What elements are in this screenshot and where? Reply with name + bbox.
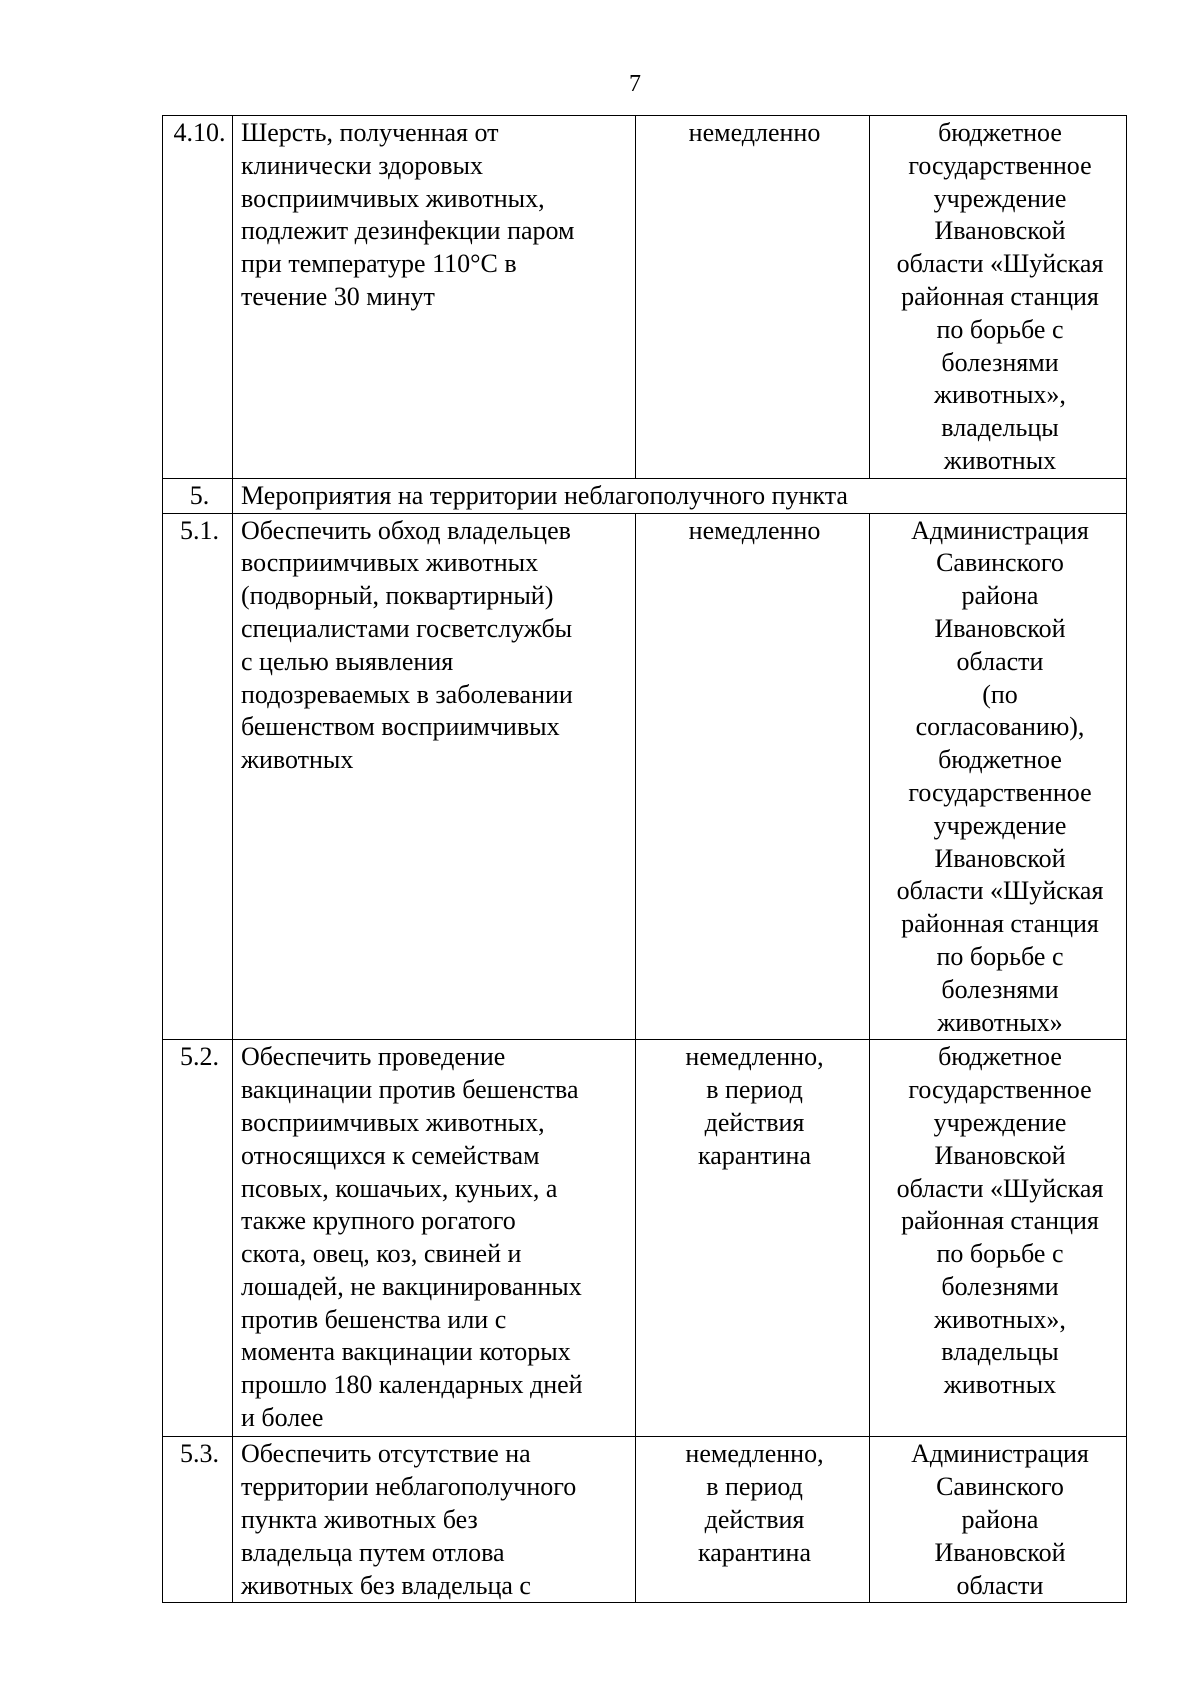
measures-table [162, 115, 1127, 1603]
responsible-text: бюджетное государственное учреждение Ивановской области «Шуйская районная станция по борьбе с болезнями животных», владельцы животных [870, 116, 1127, 479]
deadline-text: немедленно, в период действия карантина [636, 1437, 870, 1603]
action-text: Шерсть, полученная от клинически здоровых восприимчивых животных, подлежит дезинфекции паром при температуре 110°С в течение 30 минут [233, 116, 636, 479]
action-text: Обеспечить обход владельцев восприимчивых животных (подворный, поквартирный) специалистами госветслужбы с целью выявления подозреваемых в заболевании бешенством восприимчивых животных [233, 513, 636, 1040]
table-row [163, 1040, 1127, 1437]
page-number: 7 [629, 71, 641, 97]
deadline-text: немедленно [636, 116, 870, 479]
table-row [163, 116, 1127, 479]
action-text: Обеспечить проведение вакцинации против бешенства восприимчивых животных, относящихся к семействам псовых, кошачьих, куньих, а также крупного рогатого скота, овец, коз, свиней и лошадей, не вакцинированных против бешенства или с момента вакцинации которых прошло 180 календарных дней и более [233, 1040, 636, 1437]
deadline-text: немедленно, в период действия карантина [636, 1040, 870, 1437]
section-title: Мероприятия на территории неблагополучного пункта [233, 478, 1127, 513]
deadline-text: немедленно [636, 513, 870, 1040]
action-text: Обеспечить отсутствие на территории неблагополучного пункта животных без владельца путем отлова животных без владельца с [233, 1437, 636, 1603]
table-row [163, 513, 1127, 1040]
row-number: 5.1. [163, 513, 233, 1040]
row-number: 5.2. [163, 1040, 233, 1437]
row-number: 4.10. [163, 116, 233, 479]
responsible-text: Администрация Савинского района Ивановской области [870, 1437, 1127, 1603]
table-row [163, 1437, 1127, 1603]
responsible-text: бюджетное государственное учреждение Ивановской области «Шуйская районная станция по борьбе с болезнями животных», владельцы животных [870, 1040, 1127, 1437]
row-number: 5.3. [163, 1437, 233, 1603]
responsible-text: Администрация Савинского района Ивановской области (по согласованию), бюджетное государственное учреждение Ивановской области «Шуйская районная станция по борьбе с болезнями животных» [870, 513, 1127, 1040]
row-number: 5. [163, 478, 233, 513]
section-row [163, 478, 1127, 513]
